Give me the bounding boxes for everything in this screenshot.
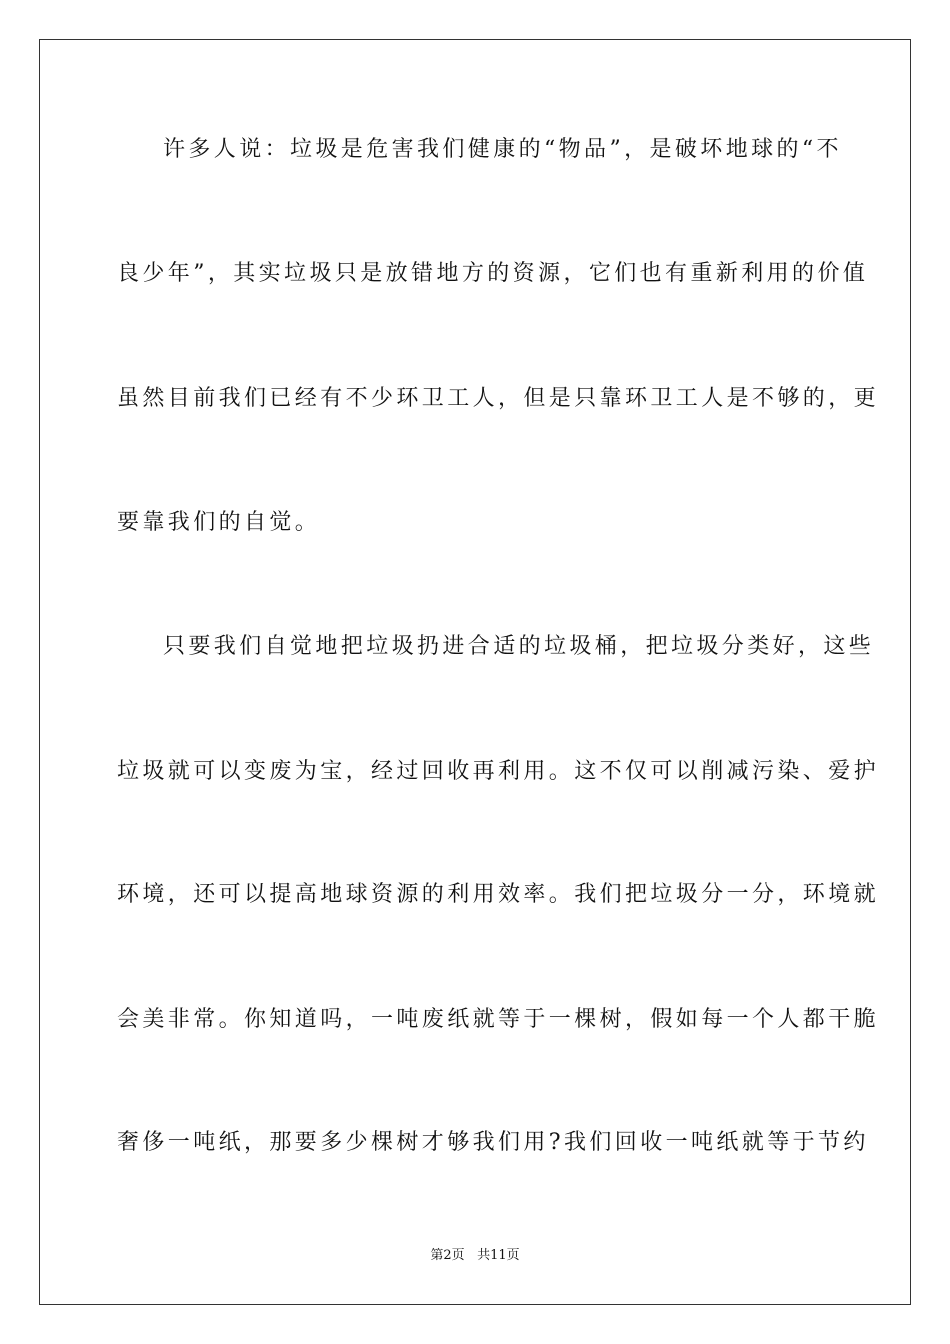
text-line: 会美非常。你知道吗，一吨废纸就等于一棵树，假如每一个人都干脆 — [117, 1007, 880, 1032]
text-line: 良少年”，其实垃圾只是放错地方的资源，它们也有重新利用的价值 — [117, 261, 869, 286]
text-line: 要靠我们的自觉。 — [117, 510, 321, 535]
text-line: 垃圾就可以变废为宝，经过回收再利用。这不仅可以削减污染、爱护 — [117, 759, 880, 784]
page-footer — [0, 1247, 950, 1265]
page-border — [39, 39, 911, 1305]
text-line: 只要我们自觉地把垃圾扔进合适的垃圾桶，把垃圾分类好，这些 — [163, 634, 875, 659]
text-line: 环境，还可以提高地球资源的利用效率。我们把垃圾分一分，环境就 — [117, 882, 880, 907]
text-line: 虽然目前我们已经有不少环卫工人，但是只靠环卫工人是不够的，更 — [117, 386, 880, 411]
text-line: 奢侈一吨纸，那要多少棵树才够我们用?我们回收一吨纸就等于节约 — [117, 1130, 869, 1155]
text-line: 许多人说：垃圾是危害我们健康的“物品”，是破坏地球的“不 — [163, 137, 842, 162]
page-total: 共11页 — [477, 1248, 520, 1263]
page-number: 第2页 — [430, 1248, 465, 1263]
